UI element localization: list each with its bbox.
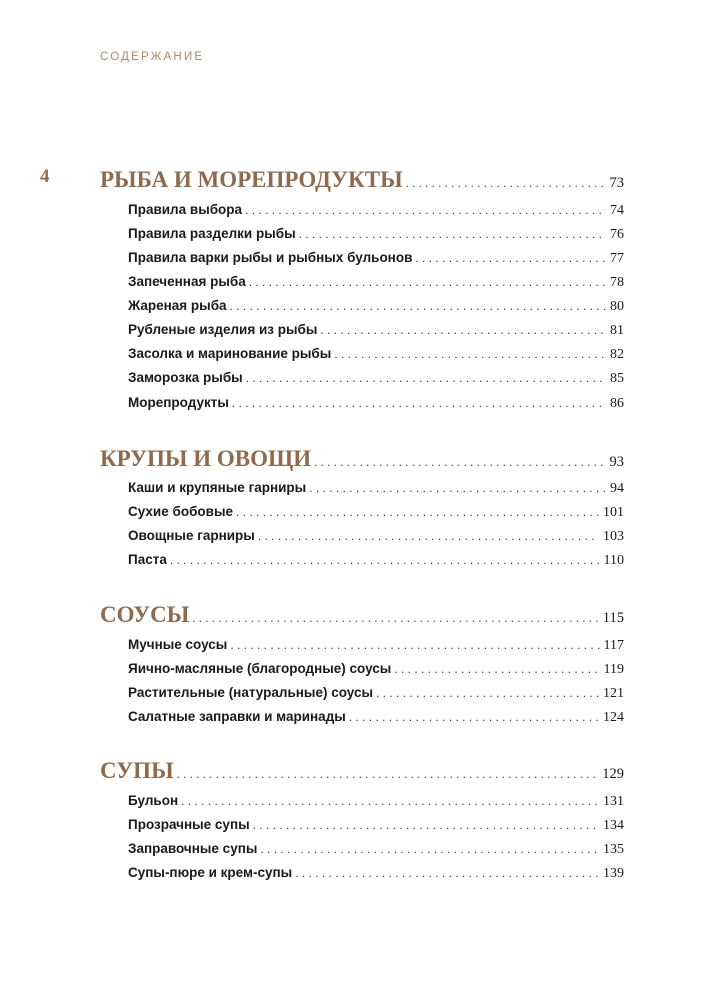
item-page: 135 bbox=[603, 842, 624, 857]
toc-item[interactable] bbox=[128, 226, 624, 243]
dot-leader bbox=[415, 251, 606, 265]
toc-item[interactable] bbox=[128, 322, 624, 339]
dot-leader bbox=[177, 766, 599, 782]
dot-leader bbox=[192, 610, 598, 626]
item-title: Правила разделки рыбы bbox=[128, 226, 296, 241]
toc-item[interactable] bbox=[128, 661, 624, 678]
item-page: 85 bbox=[610, 371, 624, 386]
toc-item[interactable] bbox=[128, 274, 624, 291]
dot-leader bbox=[260, 842, 599, 856]
dot-leader bbox=[230, 638, 599, 652]
page-header: СОДЕРЖАНИЕ bbox=[100, 51, 205, 63]
item-page: 76 bbox=[610, 227, 624, 242]
dot-leader bbox=[406, 175, 606, 191]
item-title: Яично-масляные (благородные) соусы bbox=[128, 661, 392, 676]
item-page: 81 bbox=[610, 323, 624, 338]
item-page: 121 bbox=[603, 686, 624, 701]
dot-leader bbox=[249, 275, 606, 289]
dot-leader bbox=[314, 454, 605, 470]
dot-leader bbox=[258, 529, 599, 543]
section-title: РЫБА И МОРЕПРОДУКТЫ bbox=[100, 167, 403, 192]
toc-section[interactable] bbox=[100, 758, 624, 784]
toc-item[interactable] bbox=[128, 480, 624, 497]
toc-item[interactable] bbox=[128, 395, 624, 412]
item-title: Салатные заправки и маринады bbox=[128, 709, 346, 724]
section-page: 93 bbox=[609, 454, 624, 470]
item-title: Заправочные супы bbox=[128, 841, 258, 856]
toc-item[interactable] bbox=[128, 865, 624, 882]
dot-leader bbox=[230, 299, 606, 313]
item-title: Запеченная рыба bbox=[128, 274, 246, 289]
item-title: Правила выбора bbox=[128, 202, 243, 217]
dot-leader bbox=[299, 227, 606, 241]
toc-item[interactable] bbox=[128, 709, 624, 726]
item-title: Мучные соусы bbox=[128, 637, 228, 652]
item-page: 77 bbox=[610, 251, 624, 266]
toc-item[interactable] bbox=[128, 685, 624, 702]
dot-leader bbox=[320, 323, 606, 337]
item-page: 82 bbox=[610, 347, 624, 362]
toc-item[interactable] bbox=[128, 552, 624, 569]
toc-item[interactable] bbox=[128, 346, 624, 363]
toc-item[interactable] bbox=[128, 817, 624, 834]
item-page: 139 bbox=[603, 866, 624, 881]
dot-leader bbox=[394, 662, 599, 676]
dot-leader bbox=[181, 794, 599, 808]
item-title: Овощные гарниры bbox=[128, 528, 255, 543]
toc-item[interactable] bbox=[128, 528, 624, 545]
toc-item[interactable] bbox=[128, 298, 624, 315]
item-page: 78 bbox=[610, 275, 624, 290]
item-title: Растительные (натуральные) соусы bbox=[128, 685, 373, 700]
item-title: Сухие бобовые bbox=[128, 504, 233, 519]
dot-leader bbox=[245, 203, 606, 217]
item-title: Рубленые изделия из рыбы bbox=[128, 322, 318, 337]
toc-item[interactable] bbox=[128, 637, 624, 654]
dot-leader bbox=[253, 818, 599, 832]
item-page: 80 bbox=[610, 299, 624, 314]
toc-item[interactable] bbox=[128, 841, 624, 858]
item-title: Паста bbox=[128, 552, 167, 567]
item-page: 103 bbox=[603, 529, 624, 544]
toc-item[interactable] bbox=[128, 793, 624, 810]
dot-leader bbox=[349, 710, 599, 724]
section-title: СУПЫ bbox=[100, 758, 174, 783]
toc-section[interactable] bbox=[100, 446, 624, 472]
item-title: Правила варки рыбы и рыбных бульонов bbox=[128, 250, 413, 265]
section-title: СОУСЫ bbox=[100, 602, 190, 627]
section-page: 129 bbox=[602, 766, 624, 782]
dot-leader bbox=[309, 481, 606, 495]
item-page: 86 bbox=[610, 396, 624, 411]
item-page: 124 bbox=[603, 710, 624, 725]
dot-leader bbox=[295, 866, 599, 880]
toc-section[interactable] bbox=[100, 602, 624, 628]
toc-item[interactable] bbox=[128, 504, 624, 521]
item-title: Бульон bbox=[128, 793, 179, 808]
chapter-number: 4 bbox=[40, 166, 50, 187]
item-page: 110 bbox=[603, 553, 624, 568]
dot-leader bbox=[170, 553, 600, 567]
item-title: Жареная рыба bbox=[128, 298, 227, 313]
toc-item[interactable] bbox=[128, 370, 624, 387]
item-title: Каши и крупяные гарниры bbox=[128, 480, 307, 495]
dot-leader bbox=[232, 396, 606, 410]
item-title: Прозрачные супы bbox=[128, 817, 250, 832]
item-title: Заморозка рыбы bbox=[128, 370, 243, 385]
item-page: 117 bbox=[603, 638, 624, 653]
dot-leader bbox=[376, 686, 599, 700]
dot-leader bbox=[246, 371, 606, 385]
item-page: 101 bbox=[603, 505, 624, 520]
item-page: 134 bbox=[603, 818, 624, 833]
item-title: Засолка и маринование рыбы bbox=[128, 346, 332, 361]
item-title: Супы-пюре и крем-супы bbox=[128, 865, 293, 880]
dot-leader bbox=[236, 505, 599, 519]
item-page: 74 bbox=[610, 203, 624, 218]
dot-leader bbox=[334, 347, 606, 361]
item-title: Морепродукты bbox=[128, 395, 229, 410]
section-page: 115 bbox=[602, 610, 624, 626]
item-page: 119 bbox=[603, 662, 624, 677]
toc-item[interactable] bbox=[128, 250, 624, 267]
item-page: 94 bbox=[610, 481, 624, 496]
toc-section[interactable] bbox=[100, 167, 624, 193]
section-title: КРУПЫ И ОВОЩИ bbox=[100, 446, 312, 471]
section-page: 73 bbox=[609, 175, 624, 191]
item-page: 131 bbox=[603, 794, 624, 809]
toc-item[interactable] bbox=[128, 202, 624, 219]
